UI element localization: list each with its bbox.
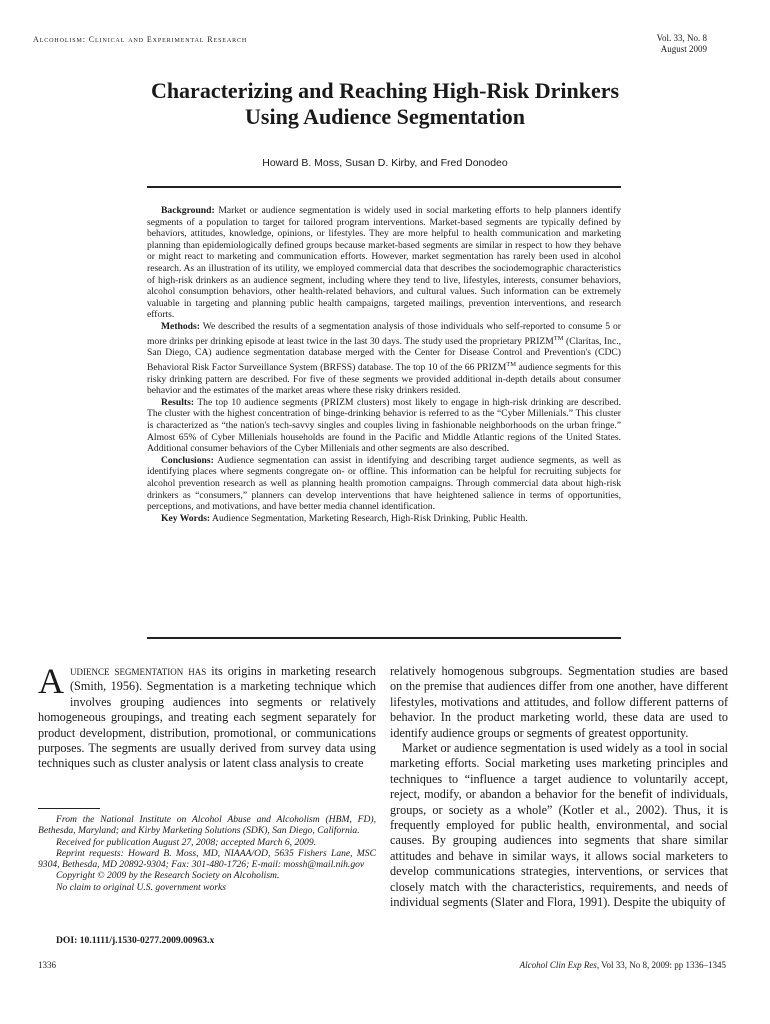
results-text: The top 10 audience segments (PRIZM clusters) most likely to engage in high-risk drinking are described. The cluster with the highest concentration of binge-drinking behavior is referred to as the “Cyber Millenials.” This cluster is characterized as “the nation's tech-savvy singles and couples living in fashionable neighborhoods on the urban fringe.” Almost 65% of Cyber Millenials households are found in the Pacific and Middle Atlantic regions of the United States. Additional consumer behaviors of the Cyber Millenials and other segments are also described. <box>147 396 621 455</box>
trademark-sup: TM <box>553 334 564 342</box>
footnote-received: Received for publication August 27, 2008; accepted March 6, 2009. <box>56 836 317 848</box>
body-column-right <box>390 664 728 911</box>
intro-paragraph <box>38 661 376 772</box>
drop-cap: A <box>38 661 64 701</box>
right-paragraph-1: relatively homogenous subgroups. Segmentation studies are based on the premise that audiences differ from one another, have different lifestyles, motivations and attitudes, and follow different patterns of behavior. In the product marketing world, these data are used to identify audience groups or segments of greatest opportunity. <box>390 664 728 740</box>
background-text: Market or audience segmentation is widely used in social marketing efforts to help planners identify segments of a population to target for tailored program interventions. Market-based segments are typically defined by behaviors, attitudes, knowledge, opinions, or lifestyles. They are more helpful to health communication and marketing planning than epidemiologically defined groups because market-based segments are similar in respect to how they behave or might react to marketing and communication efforts. However, market segmentation has rarely been used in alcohol research. As an illustration of its utility, we employed commercial data that describes the sociodemographic characteristics of high-risk drinkers as an audience segment, including where they tend to live, lifestyles, interests, consumer behaviors, alcohol consumption behaviors, other health-related behaviors, and cultural values. Such information can be extremely valuable in targeting and planning public health campaigns, targeted mailings, prevention interventions, and research efforts. <box>147 205 621 321</box>
title-line-1: Characterizing and Reaching High-Risk Drinkers <box>150 78 620 103</box>
methods-label: Methods: <box>161 320 200 332</box>
right-paragraph-2: Market or audience segmentation is used widely as a tool in social marketing efforts. Social marketing uses marketing principles and techniques to “influence a target audience to voluntarily accept, reject, modify, or abandon a behavior for the benefit of individuals, groups, or society as a whole” (Kotler et al., 2002). Thus, it is frequently employed for public health, environmental, and social causes. By grouping audiences into segments that share similar attitudes and behave in similar ways, it allows social marketers to develop communications strategies, interventions, or services that closely match with the characteristics, requirements, and needs of individual segments (Slater and Flora, 1991). Despite the ubiquity of <box>390 741 728 910</box>
abstract-background <box>147 205 621 321</box>
footnote-affiliation: From the National Institute on Alcohol Abuse and Alcoholism (HBM, FD), Bethesda, Maryland; and Kirby Marketing Solutions (SDK), San Diego, California. <box>38 814 376 837</box>
volume-info <box>657 33 707 55</box>
conclusions-label: Conclusions: <box>161 454 214 466</box>
author-list: Howard B. Moss, Susan D. Kirby, and Fred Donodeo <box>262 157 508 169</box>
issue-date: August 2009 <box>660 44 707 54</box>
abstract-results <box>147 397 621 455</box>
doi: DOI: 10.1111/j.1530-0277.2009.00963.x <box>56 935 215 946</box>
lead-in: udience segmentation has <box>70 664 207 678</box>
conclusions-text: Audience segmentation can assist in identifying and describing target audience segments, as well as identifying places where segments congregate on- or offline. This information can be helpful for recruiting subjects for alcohol prevention research as well as planning health promotion campaigns. Through commercial data about high-risk drinkers as “consumers,” planners can develop interventions that have heightened salience in terms of opportunities, perceptions, and motivations, and have better media channel identification. <box>147 454 622 513</box>
footnotes <box>38 814 376 893</box>
keywords-text: Audience Segmentation, Marketing Research, High-Risk Drinking, Public Health. <box>212 512 528 524</box>
abstract-keywords <box>147 513 621 525</box>
footnote-copyright: Copyright © 2009 by the Research Society on Alcoholism. <box>56 870 280 882</box>
trademark-sup: TM <box>506 360 516 368</box>
methods-text-2: (Claritas, Inc., San Diego, CA) audience segmentation database merged with the Center for Disease Control and Prevention's (CDC) Behavioral Risk Factor Surveillance System (BRFSS) database. The top 10 of the 66 PRIZM <box>147 335 621 374</box>
page-number: 1336 <box>38 960 56 970</box>
keywords-label: Key Words: <box>161 512 211 524</box>
abstract-bottom-rule <box>147 637 621 639</box>
intro-text: its origins in marketing research (Smith, 1956). Segmentation is a marketing technique which involves grouping audiences into segments or relatively homogeneous groupings, and treating each segment separately for product development, distribution, promotional, or communications purposes. The segments are usually derived from survey data using techniques such as cluster analysis or latent class analysis to create <box>38 664 376 771</box>
abstract <box>147 205 621 524</box>
article-title <box>60 78 710 130</box>
abstract-methods <box>147 321 621 397</box>
abstract-conclusions <box>147 455 621 513</box>
footnote-rule <box>38 808 100 809</box>
journal-name: Alcoholism: Clinical and Experimental Research <box>33 35 248 44</box>
background-label: Background: <box>161 205 215 216</box>
methods-text-3: audience segments for this risky drinking pattern are described. For five of these segments we provided additional in-depth details about consumer behavior and the estimates of the market areas where these risky drinkers resided. <box>147 362 621 397</box>
methods-text-1: We described the results of a segmentation analysis of those individuals who self-reported to consume 5 or more drinks per drinking episode at least twice in the last 30 days. The study used the proprietary PRIZM <box>147 320 621 347</box>
abstract-top-rule <box>147 186 621 188</box>
footnote-no-claim: No claim to original U.S. government works <box>56 881 227 893</box>
volume-number: Vol. 33, No. 8 <box>656 33 707 43</box>
title-line-2: Using Audience Segmentation <box>245 104 525 129</box>
body-column-left <box>38 661 376 772</box>
footnote-reprint: Reprint requests: Howard B. Moss, MD, NIAAA/OD, 5635 Fishers Lane, MSC 9304, Bethesda, MD 20892-9304; Fax: 301-480-1726; E-mail: mossh@mail.nih.gov <box>38 847 376 871</box>
citation-line <box>520 960 726 970</box>
results-label: Results: <box>161 396 195 408</box>
citation-journal: Alcohol Clin Exp Res <box>519 960 597 970</box>
citation-details: , Vol 33, No 8, 2009: pp 1336–1345 <box>596 960 726 970</box>
